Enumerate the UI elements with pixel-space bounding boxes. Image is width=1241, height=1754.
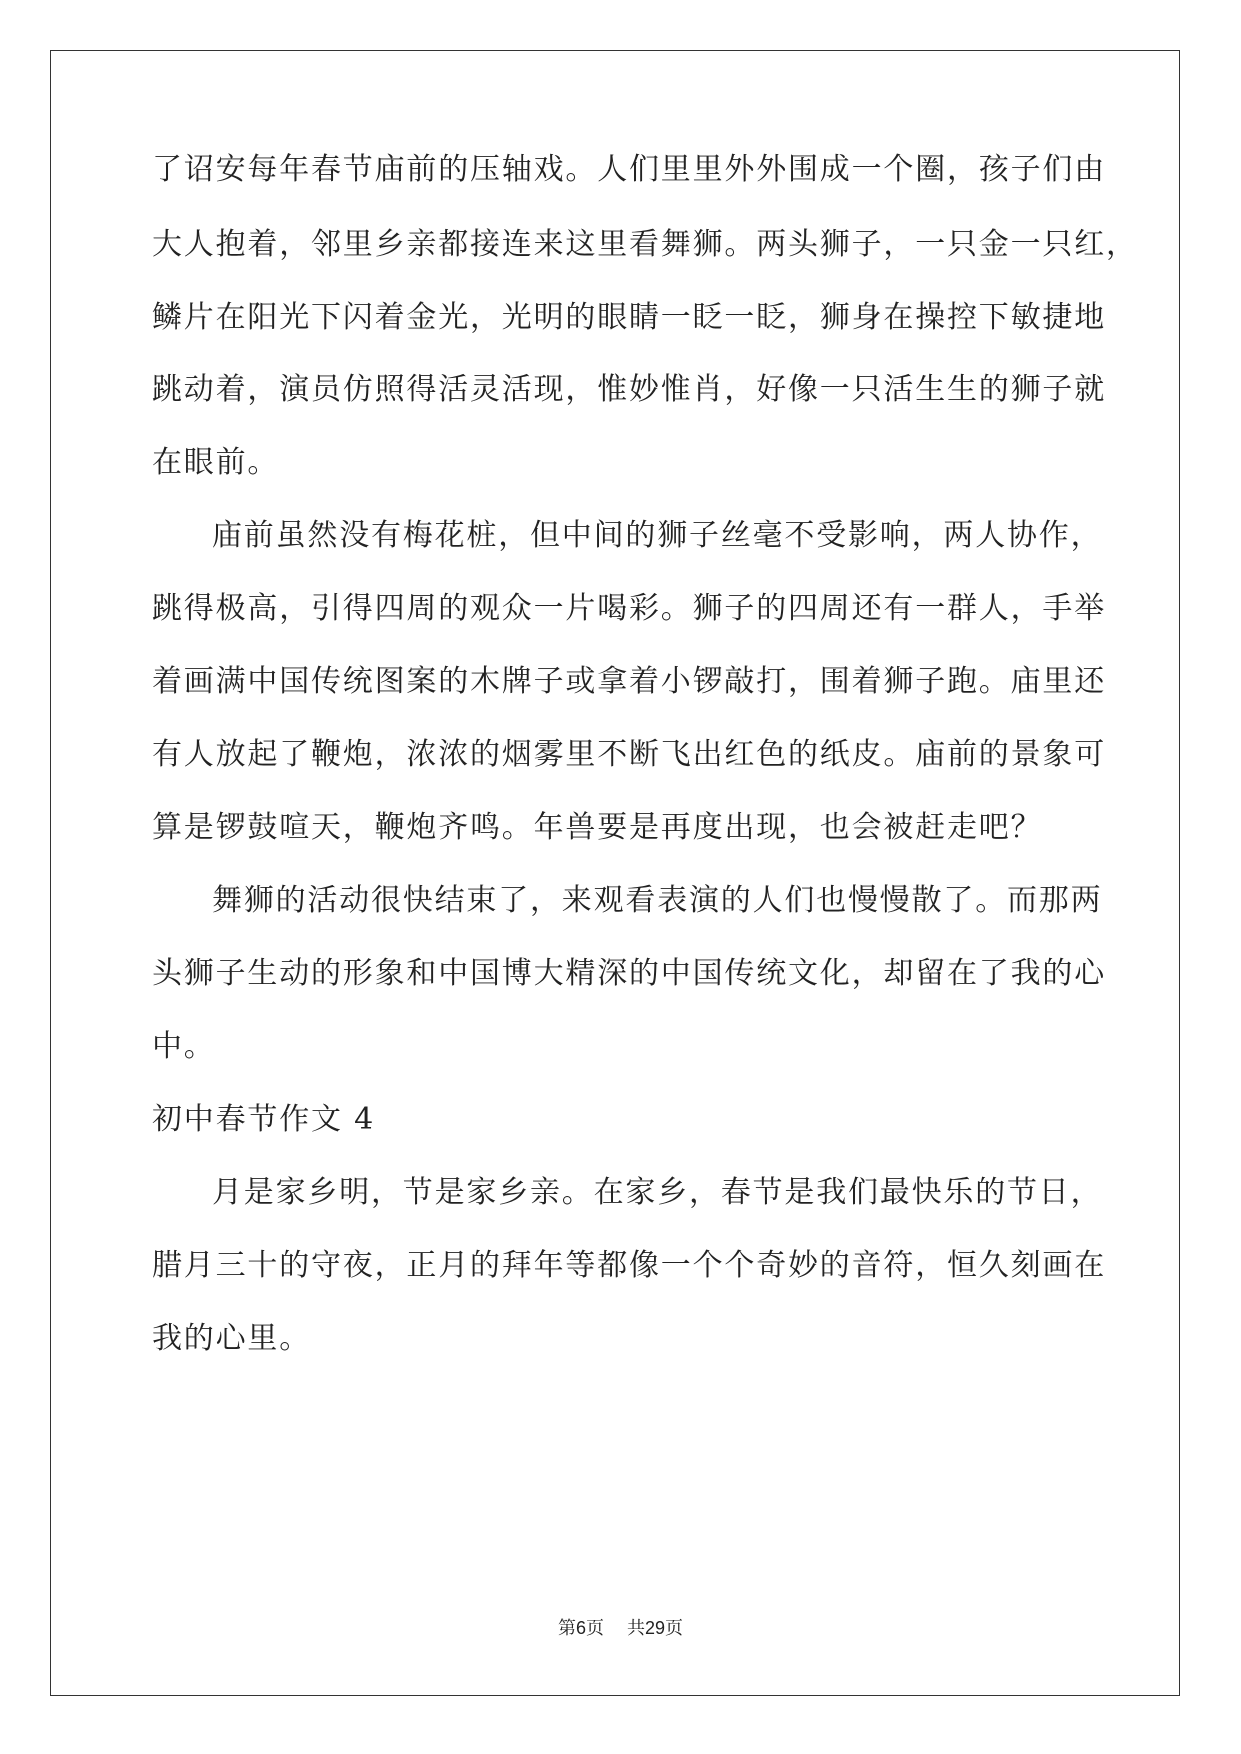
- text-line: 在眼前。: [152, 445, 280, 480]
- current-page-number: 6: [576, 1618, 587, 1638]
- page-border: [50, 50, 1180, 1696]
- footer-total-prefix: 共: [626, 1618, 645, 1639]
- text-line: 头狮子生动的形象和中国博大精深的中国传统文化，却留在了我的心: [152, 956, 1106, 991]
- section-heading: 初中春节作文 4: [152, 1102, 376, 1137]
- text-line: 了诏安每年春节庙前的压轴戏。人们里里外外围成一个圈，孩子们由: [152, 152, 1106, 187]
- page-footer: [0, 1616, 1241, 1641]
- text-line: 大人抱着，邻里乡亲都接连来这里看舞狮。两头狮子，一只金一只红，: [152, 227, 1138, 262]
- text-line: 庙前虽然没有梅花桩，但中间的狮子丝毫不受影响，两人协作，: [212, 518, 1103, 553]
- text-line: 着画满中国传统图案的木牌子或拿着小锣敲打，围着狮子跑。庙里还: [152, 664, 1106, 699]
- footer-prefix: 第: [558, 1618, 577, 1639]
- footer-total-suffix: 页: [664, 1618, 683, 1639]
- text-line: 中。: [152, 1029, 216, 1064]
- footer-page-suffix: 页: [586, 1618, 605, 1639]
- text-line: 算是锣鼓喧天，鞭炮齐鸣。年兽要是再度出现，也会被赶走吧？: [152, 810, 1043, 845]
- text-line: 跳动着，演员仿照得活灵活现，惟妙惟肖，好像一只活生生的狮子就: [152, 372, 1106, 407]
- total-page-count: 29: [644, 1618, 665, 1638]
- text-line: 跳得极高，引得四周的观众一片喝彩。狮子的四周还有一群人，手举: [152, 591, 1106, 626]
- text-line: 腊月三十的守夜，正月的拜年等都像一个个奇妙的音符，恒久刻画在: [152, 1248, 1106, 1283]
- text-line: 我的心里。: [152, 1321, 311, 1356]
- text-line: 有人放起了鞭炮，浓浓的烟雾里不断飞出红色的纸皮。庙前的景象可: [152, 737, 1106, 772]
- text-line: 月是家乡明，节是家乡亲。在家乡，春节是我们最快乐的节日，: [212, 1175, 1103, 1210]
- text-line: 鳞片在阳光下闪着金光，光明的眼睛一眨一眨，狮身在操控下敏捷地: [152, 300, 1106, 335]
- text-line: 舞狮的活动很快结束了，来观看表演的人们也慢慢散了。而那两: [212, 883, 1103, 918]
